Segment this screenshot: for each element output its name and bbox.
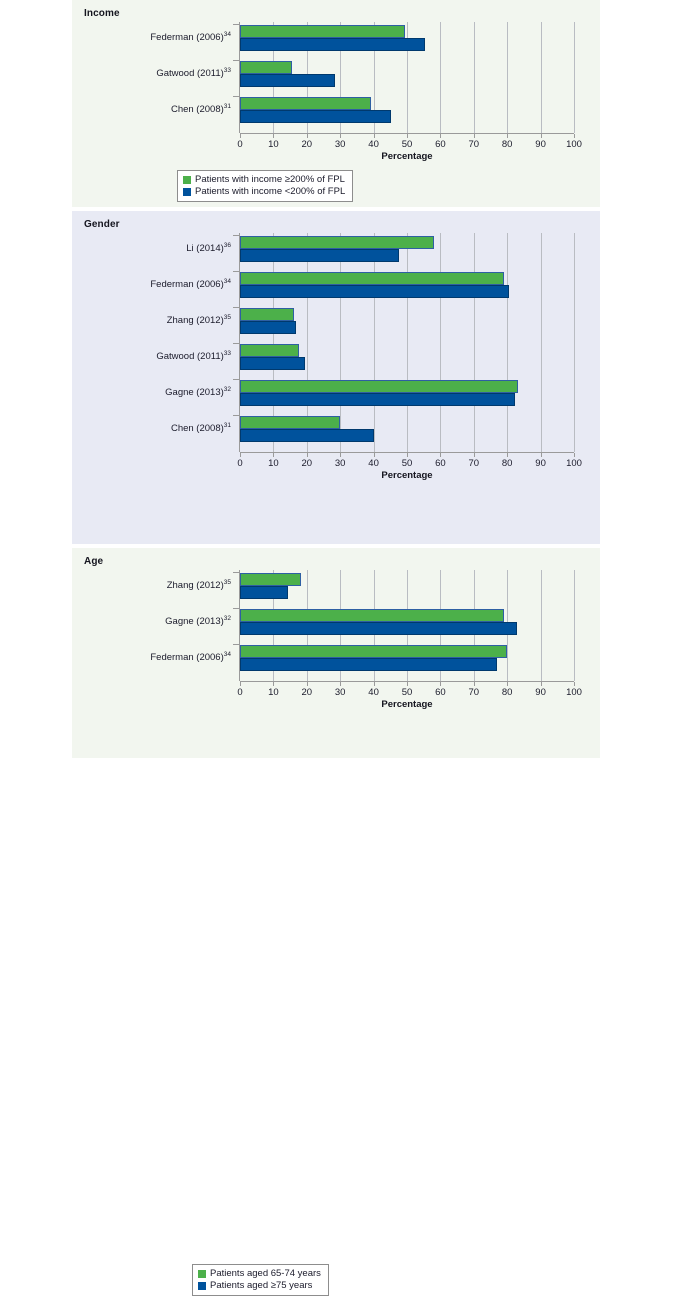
x-tick-mark bbox=[407, 453, 408, 457]
x-tick-label: 80 bbox=[501, 458, 513, 469]
x-tick-label: 10 bbox=[268, 458, 279, 469]
x-tick-label: 80 bbox=[501, 687, 513, 698]
legend-label: Patients aged ≥75 years bbox=[210, 1280, 313, 1291]
bar-group bbox=[186, 236, 574, 272]
x-tick-label: 60 bbox=[435, 687, 446, 698]
x-tick-label: 30 bbox=[334, 458, 346, 469]
y-axis-tick bbox=[233, 572, 240, 573]
y-axis-tick bbox=[233, 415, 240, 416]
plot-area-income bbox=[150, 22, 582, 162]
x-axis-ticks bbox=[237, 453, 582, 481]
legend-label: Patients with income <200% of FPL bbox=[195, 186, 346, 197]
x-tick-mark bbox=[240, 453, 241, 457]
panel-gender bbox=[72, 211, 600, 544]
category-label: Li $(2014)^{36}$ bbox=[186, 241, 231, 254]
x-tick-mark bbox=[240, 682, 241, 686]
x-tick-label: 20 bbox=[301, 458, 313, 469]
legend-item bbox=[198, 1268, 321, 1280]
x-tick-mark bbox=[474, 453, 475, 457]
legend-label: Patients aged 65-74 years bbox=[210, 1268, 321, 1279]
x-tick-label: 70 bbox=[468, 458, 480, 469]
x-tick-label: 40 bbox=[368, 687, 379, 698]
bar bbox=[240, 249, 399, 262]
bar-group bbox=[156, 344, 574, 380]
category-label: Federman $(2006)^{34}$ bbox=[150, 650, 231, 663]
bar-group bbox=[166, 573, 574, 609]
legend-swatch-icon bbox=[183, 188, 191, 196]
bar bbox=[240, 272, 504, 285]
x-tick-mark bbox=[574, 134, 575, 138]
x-tick-label: 100 bbox=[566, 139, 582, 150]
y-axis-tick bbox=[233, 307, 240, 308]
legend-age bbox=[192, 1264, 329, 1296]
x-tick-mark bbox=[273, 682, 274, 686]
x-tick-mark bbox=[374, 134, 375, 138]
bar bbox=[240, 573, 301, 586]
panel-age bbox=[72, 548, 600, 1291]
y-axis-tick bbox=[233, 60, 240, 61]
x-tick-label: 40 bbox=[368, 458, 379, 469]
x-tick-mark bbox=[507, 682, 508, 686]
bar-group bbox=[150, 645, 574, 681]
x-tick-mark bbox=[374, 453, 375, 457]
x-tick-mark bbox=[273, 134, 274, 138]
bar-group bbox=[165, 609, 574, 645]
x-tick-label: 70 bbox=[468, 687, 480, 698]
x-tick-label: 50 bbox=[401, 687, 413, 698]
legend-label: Patients with income ≥200% of FPL bbox=[195, 174, 345, 185]
plot-area-gender bbox=[150, 233, 582, 481]
category-label: Chen $(2008)^{31}$ bbox=[170, 102, 231, 115]
bar bbox=[240, 658, 497, 671]
x-tick-label: 80 bbox=[501, 139, 513, 150]
x-tick-label: 0 bbox=[237, 687, 243, 698]
x-tick-mark bbox=[474, 134, 475, 138]
x-tick-mark bbox=[340, 682, 341, 686]
bar bbox=[240, 74, 335, 87]
bar-group bbox=[156, 61, 574, 97]
x-tick-label: 90 bbox=[535, 139, 546, 150]
category-label: Federman $(2006)^{34}$ bbox=[150, 30, 231, 43]
x-tick-label: 10 bbox=[268, 139, 279, 150]
x-tick-mark bbox=[340, 134, 341, 138]
bar bbox=[240, 357, 305, 370]
x-tick-label: 50 bbox=[401, 458, 413, 469]
bar bbox=[240, 308, 294, 321]
x-tick-mark bbox=[507, 453, 508, 457]
bar bbox=[240, 97, 371, 110]
bar bbox=[240, 380, 518, 393]
category-label: Gatwood $(2011)^{33}$ bbox=[156, 349, 231, 362]
y-axis-tick bbox=[233, 24, 240, 25]
bar bbox=[240, 61, 292, 74]
gridline bbox=[574, 570, 575, 681]
x-tick-mark bbox=[507, 134, 508, 138]
category-label: Gagne $(2013)^{32}$ bbox=[165, 385, 231, 398]
bar bbox=[240, 38, 425, 51]
x-axis-title: Percentage bbox=[381, 699, 433, 710]
bar bbox=[240, 429, 374, 442]
bar bbox=[240, 110, 391, 123]
panel-title-income: Income bbox=[84, 8, 120, 19]
category-label: Zhang $(2012)^{35}$ bbox=[166, 578, 231, 591]
x-tick-label: 70 bbox=[468, 139, 480, 150]
bar-group bbox=[165, 380, 574, 416]
plot-area-age bbox=[150, 570, 582, 710]
gridline bbox=[574, 22, 575, 133]
bar bbox=[240, 416, 340, 429]
x-tick-mark bbox=[407, 682, 408, 686]
legend-swatch-icon bbox=[183, 176, 191, 184]
x-tick-mark bbox=[474, 682, 475, 686]
y-axis-tick bbox=[233, 379, 240, 380]
y-axis-tick bbox=[233, 608, 240, 609]
category-label: Chen $(2008)^{31}$ bbox=[170, 421, 231, 434]
legend-swatch-icon bbox=[198, 1270, 206, 1278]
x-tick-mark bbox=[340, 453, 341, 457]
panel-title-age: Age bbox=[84, 556, 104, 567]
x-tick-mark bbox=[307, 682, 308, 686]
x-tick-mark bbox=[307, 134, 308, 138]
x-tick-mark bbox=[374, 682, 375, 686]
bar bbox=[240, 609, 504, 622]
x-tick-label: 50 bbox=[401, 139, 413, 150]
x-tick-label: 90 bbox=[535, 458, 546, 469]
x-tick-mark bbox=[574, 453, 575, 457]
panel-title-gender: Gender bbox=[84, 219, 120, 230]
x-tick-label: 0 bbox=[237, 139, 243, 150]
x-tick-mark bbox=[440, 682, 441, 686]
x-tick-mark bbox=[541, 453, 542, 457]
legend-item bbox=[183, 186, 345, 198]
category-label: Federman $(2006)^{34}$ bbox=[150, 277, 231, 290]
x-tick-label: 30 bbox=[334, 139, 346, 150]
bar bbox=[240, 344, 299, 357]
bar-group bbox=[150, 25, 574, 61]
y-axis-tick bbox=[233, 235, 240, 236]
legend-item bbox=[198, 1280, 321, 1292]
bar bbox=[240, 285, 509, 298]
x-tick-mark bbox=[541, 134, 542, 138]
x-tick-label: 0 bbox=[237, 458, 243, 469]
x-tick-label: 90 bbox=[535, 687, 546, 698]
x-tick-label: 10 bbox=[268, 687, 279, 698]
x-axis-ticks bbox=[237, 134, 582, 162]
bar bbox=[240, 236, 434, 249]
x-tick-label: 40 bbox=[368, 139, 379, 150]
y-axis-tick bbox=[233, 96, 240, 97]
x-tick-mark bbox=[407, 134, 408, 138]
bar-group bbox=[150, 272, 574, 308]
x-axis-title: Percentage bbox=[381, 470, 433, 481]
x-tick-label: 30 bbox=[334, 687, 346, 698]
x-tick-label: 20 bbox=[301, 687, 313, 698]
category-label: Gagne $(2013)^{32}$ bbox=[165, 614, 231, 627]
x-axis-ticks bbox=[237, 682, 582, 710]
bar bbox=[240, 393, 515, 406]
bar bbox=[240, 645, 507, 658]
legend-item bbox=[183, 174, 345, 186]
x-tick-label: 100 bbox=[566, 458, 582, 469]
x-tick-label: 100 bbox=[566, 687, 582, 698]
bar bbox=[240, 586, 288, 599]
x-tick-mark bbox=[240, 134, 241, 138]
legend-income bbox=[177, 170, 353, 202]
x-tick-label: 60 bbox=[435, 458, 446, 469]
panel-income bbox=[72, 0, 600, 207]
bar-group bbox=[170, 97, 574, 133]
y-axis-tick bbox=[233, 271, 240, 272]
x-tick-mark bbox=[574, 682, 575, 686]
bar bbox=[240, 622, 517, 635]
x-tick-mark bbox=[307, 453, 308, 457]
x-tick-mark bbox=[541, 682, 542, 686]
bar bbox=[240, 321, 296, 334]
bar-group bbox=[166, 308, 574, 344]
y-axis-tick bbox=[233, 343, 240, 344]
x-tick-mark bbox=[273, 453, 274, 457]
bar-group bbox=[170, 416, 574, 452]
bar bbox=[240, 25, 405, 38]
x-tick-mark bbox=[440, 453, 441, 457]
x-tick-label: 60 bbox=[435, 139, 446, 150]
legend-swatch-icon bbox=[198, 1282, 206, 1290]
category-label: Zhang $(2012)^{35}$ bbox=[166, 313, 231, 326]
x-tick-label: 20 bbox=[301, 139, 313, 150]
gridline bbox=[574, 233, 575, 452]
category-label: Gatwood $(2011)^{33}$ bbox=[156, 66, 231, 79]
y-axis-tick bbox=[233, 644, 240, 645]
x-tick-mark bbox=[440, 134, 441, 138]
x-axis-title: Percentage bbox=[381, 151, 433, 162]
